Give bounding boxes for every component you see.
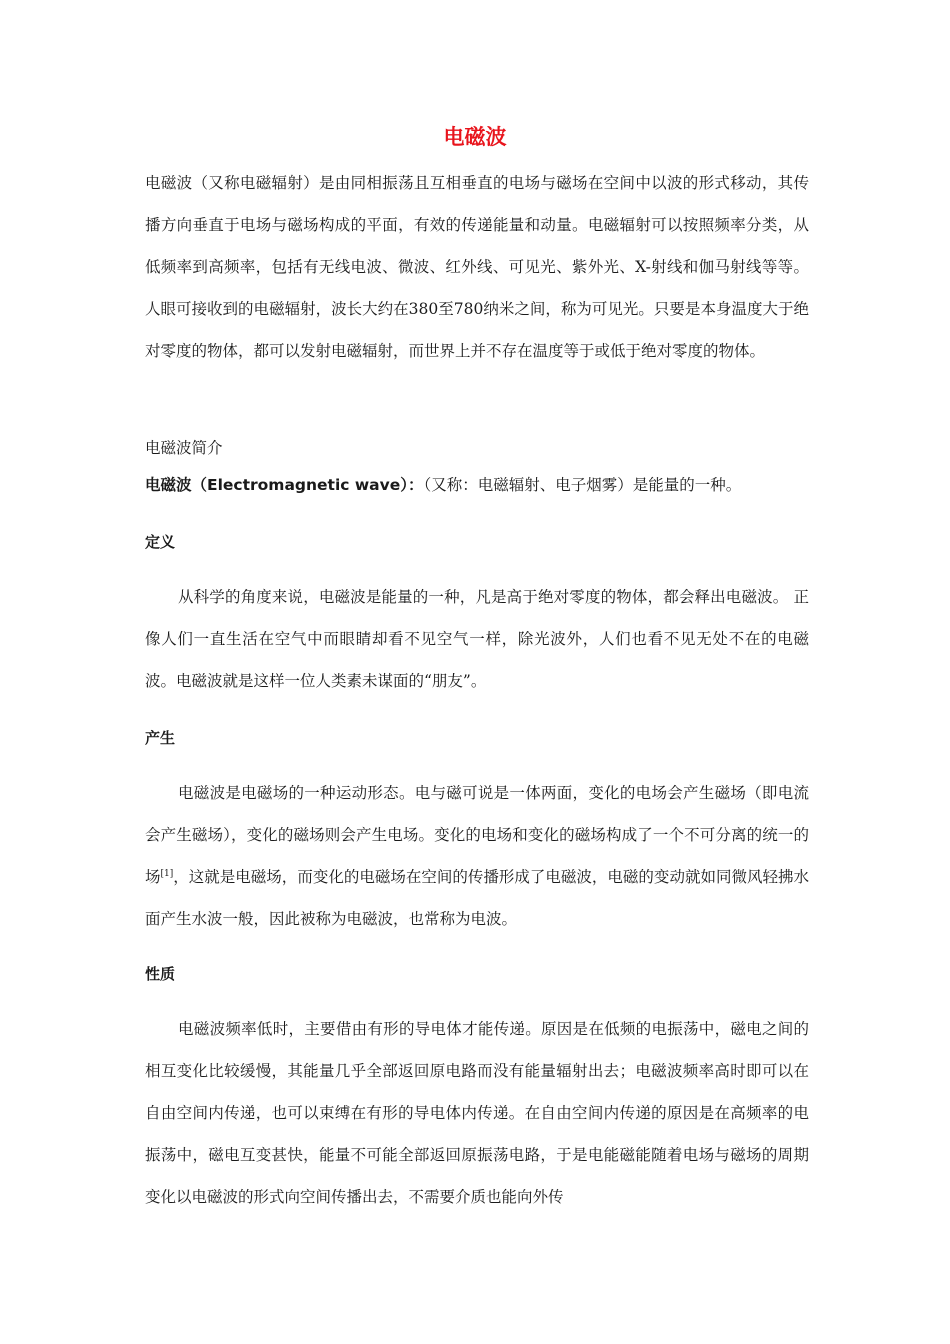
summary-line xyxy=(145,470,809,500)
origin-text-a: 电磁波是电磁场的一种运动形态。电与磁可说是一体两面，变化的电场会产生磁场（即电流会产生磁场），变化的磁场则会产生电场。变化的电场和变化的磁场构成了一个不可分离的统一的场 xyxy=(145,784,809,886)
footnote-ref[interactable]: [1] xyxy=(160,868,174,879)
page-title: 电磁波 xyxy=(443,125,507,149)
intro-paragraph: 电磁波（又称电磁辐射）是由同相振荡且互相垂直的电场与磁场在空间中以波的形式移动，其传播方向垂直于电场与磁场构成的平面，有效的传递能量和动量。电磁辐射可以按照频率分类，从低频率到高频率，包括有无线电波、微波、红外线、可见光、紫外光、X-射线和伽马射线等等。人眼可接收到的电磁辐射，波长大约在380至780纳米之间，称为可见光。只要是本身温度大于绝对零度的物体，都可以发射电磁辐射，而世界上并不存在温度等于或低于绝对零度的物体。 xyxy=(145,174,809,360)
section-heading-origin: 产生 xyxy=(145,729,176,747)
summary-rest: （又称：电磁辐射、电子烟雾）是能量的一种。 xyxy=(423,476,742,494)
definition-paragraph: 从科学的角度来说，电磁波是能量的一种，凡是高于绝对零度的物体，都会释出电磁波。 正像人们一直生活在空气中而眼睛却看不见空气一样，除光波外，人们也看不见无处不在的电磁波。电磁波就是这样一位人类素未谋面的“朋友”。 xyxy=(145,588,809,690)
section-heading-properties: 性质 xyxy=(145,965,176,983)
intro-label: 电磁波简介 xyxy=(145,439,223,457)
summary-bold-term: 电磁波（Electromagnetic wave）： xyxy=(145,476,424,494)
origin-text-b: ，这就是电磁场，而变化的电磁场在空间的传播形成了电磁波，电磁的变动就如同微风轻拂水面产生水波一般，因此被称为电磁波，也常称为电波。 xyxy=(145,868,809,928)
section-heading-definition: 定义 xyxy=(145,533,176,551)
properties-paragraph: 电磁波频率低时，主要借由有形的导电体才能传递。原因是在低频的电振荡中，磁电之间的相互变化比较缓慢，其能量几乎全部返回原电路而没有能量辐射出去；电磁波频率高时即可以在自由空间内传递，也可以束缚在有形的导电体内传递。在自由空间内传递的原因是在高频率的电振荡中，磁电互变甚快，能量不可能全部返回原振荡电路，于是电能磁能随着电场与磁场的周期变化以电磁波的形式向空间传播出去，不需要介质也能向外传 xyxy=(145,1020,809,1206)
origin-paragraph xyxy=(145,772,809,940)
